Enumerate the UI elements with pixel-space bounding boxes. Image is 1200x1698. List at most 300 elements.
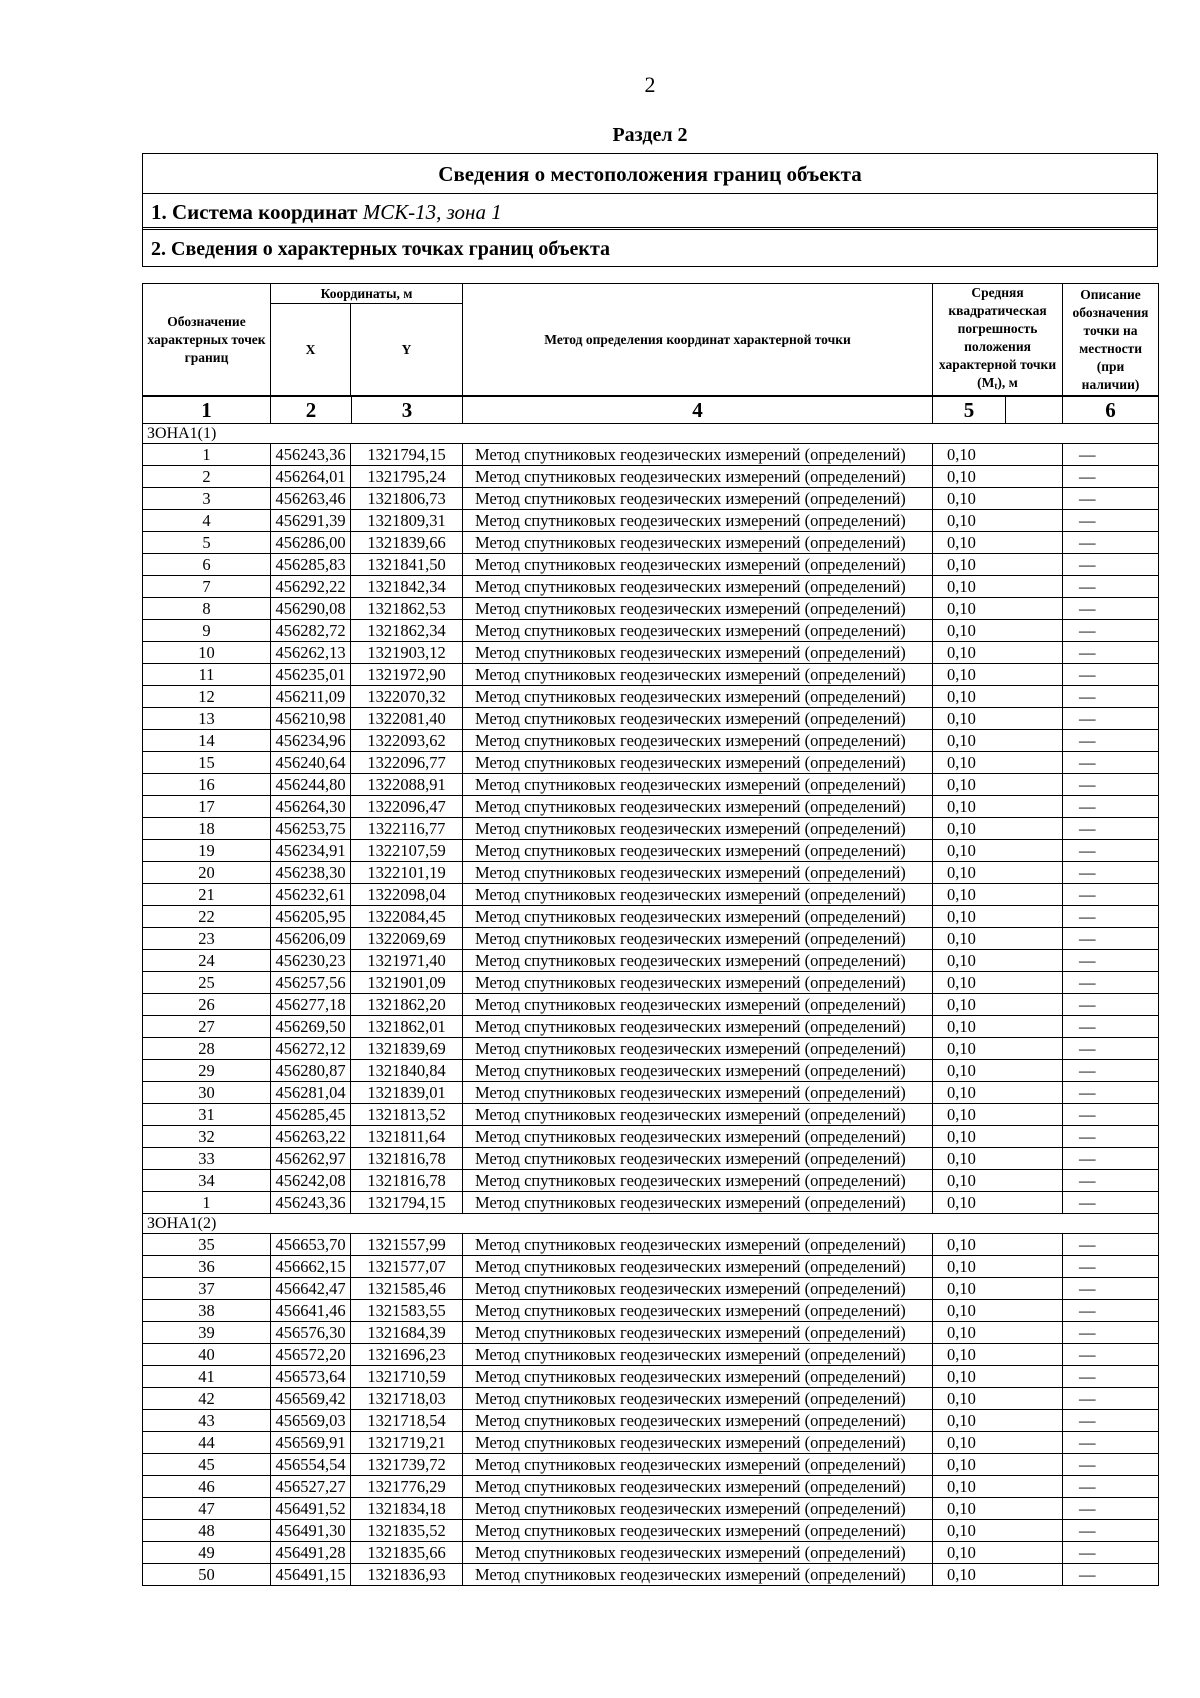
table-row <box>143 466 1159 488</box>
point-id: 42 <box>143 1388 271 1410</box>
accuracy-cell: 0,10 <box>933 1082 1063 1104</box>
method-cell: Метод спутниковых геодезических измерений (определений) <box>463 1192 933 1214</box>
accuracy-cell: 0,10 <box>933 1520 1063 1542</box>
x-coordinate: 456554,54 <box>271 1454 351 1476</box>
y-coordinate: 1321839,69 <box>351 1038 463 1060</box>
description-cell: — <box>1063 1038 1159 1060</box>
method-cell: Метод спутниковых геодезических измерений (определений) <box>463 994 933 1016</box>
table-row <box>143 686 1159 708</box>
point-id: 47 <box>143 1498 271 1520</box>
table-row <box>143 1278 1159 1300</box>
method-cell: Метод спутниковых геодезических измерений (определений) <box>463 1126 933 1148</box>
method-cell: Метод спутниковых геодезических измерений (определений) <box>463 532 933 554</box>
description-cell: — <box>1063 510 1159 532</box>
point-id: 38 <box>143 1300 271 1322</box>
table-row <box>143 1388 1159 1410</box>
boundary-points-title: 2. Сведения о характерных точках границ объекта <box>151 238 611 260</box>
x-coordinate: 456234,91 <box>271 840 351 862</box>
table-row <box>143 1256 1159 1278</box>
column-number: 1 <box>143 396 271 424</box>
x-coordinate: 456269,50 <box>271 1016 351 1038</box>
x-coordinate: 456572,20 <box>271 1344 351 1366</box>
x-column-header: X <box>271 304 351 396</box>
method-cell: Метод спутниковых геодезических измерений (определений) <box>463 1542 933 1564</box>
method-cell: Метод спутниковых геодезических измерений (определений) <box>463 1410 933 1432</box>
table-row <box>143 598 1159 620</box>
method-cell: Метод спутниковых геодезических измерений (определений) <box>463 598 933 620</box>
x-coordinate: 456262,97 <box>271 1148 351 1170</box>
zone-header-row <box>143 1214 1159 1234</box>
table-row <box>143 1192 1159 1214</box>
y-coordinate: 1321862,53 <box>351 598 463 620</box>
table-row <box>143 796 1159 818</box>
x-coordinate: 456234,96 <box>271 730 351 752</box>
point-id: 36 <box>143 1256 271 1278</box>
method-cell: Метод спутниковых геодезических измерений (определений) <box>463 1366 933 1388</box>
method-cell: Метод спутниковых геодезических измерений (определений) <box>463 620 933 642</box>
x-coordinate: 456264,01 <box>271 466 351 488</box>
y-coordinate: 1321719,21 <box>351 1432 463 1454</box>
accuracy-cell: 0,10 <box>933 1476 1063 1498</box>
description-cell: — <box>1063 752 1159 774</box>
x-coordinate: 456257,56 <box>271 972 351 994</box>
accuracy-cell: 0,10 <box>933 928 1063 950</box>
table-row <box>143 1016 1159 1038</box>
accuracy-cell: 0,10 <box>933 510 1063 532</box>
column-number-pair <box>271 396 463 424</box>
accuracy-cell: 0,10 <box>933 1388 1063 1410</box>
accuracy-cell: 0,10 <box>933 576 1063 598</box>
point-id: 27 <box>143 1016 271 1038</box>
method-cell: Метод спутниковых геодезических измерений (определений) <box>463 664 933 686</box>
description-cell: — <box>1063 774 1159 796</box>
method-cell: Метод спутниковых геодезических измерений (определений) <box>463 1344 933 1366</box>
point-id: 40 <box>143 1344 271 1366</box>
x-coordinate: 456242,08 <box>271 1170 351 1192</box>
table-row <box>143 1170 1159 1192</box>
x-coordinate: 456262,13 <box>271 642 351 664</box>
y-coordinate: 1321841,50 <box>351 554 463 576</box>
method-cell: Метод спутниковых геодезических измерений (определений) <box>463 730 933 752</box>
table-row <box>143 708 1159 730</box>
description-cell: — <box>1063 1564 1159 1586</box>
y-coordinate: 1321696,23 <box>351 1344 463 1366</box>
table-row <box>143 642 1159 664</box>
x-coordinate: 456280,87 <box>271 1060 351 1082</box>
point-id: 33 <box>143 1148 271 1170</box>
method-cell: Метод спутниковых геодезических измерений (определений) <box>463 796 933 818</box>
accuracy-cell: 0,10 <box>933 444 1063 466</box>
point-id: 44 <box>143 1432 271 1454</box>
x-coordinate: 456491,30 <box>271 1520 351 1542</box>
x-coordinate: 456243,36 <box>271 444 351 466</box>
description-cell: — <box>1063 554 1159 576</box>
method-cell: Метод спутниковых геодезических измерений (определений) <box>463 510 933 532</box>
description-cell: — <box>1063 664 1159 686</box>
point-id: 14 <box>143 730 271 752</box>
point-id: 3 <box>143 488 271 510</box>
y-coordinate: 1321718,54 <box>351 1410 463 1432</box>
method-cell: Метод спутниковых геодезических измерений (определений) <box>463 774 933 796</box>
description-cell: — <box>1063 1542 1159 1564</box>
method-cell: Метод спутниковых геодезических измерений (определений) <box>463 1082 933 1104</box>
y-coordinate: 1321776,29 <box>351 1476 463 1498</box>
x-coordinate: 456491,15 <box>271 1564 351 1586</box>
table-row <box>143 1542 1159 1564</box>
point-id: 34 <box>143 1170 271 1192</box>
description-cell: — <box>1063 1498 1159 1520</box>
table-row <box>143 994 1159 1016</box>
page-number: 2 <box>644 72 656 97</box>
description-cell: — <box>1063 532 1159 554</box>
description-cell: — <box>1063 1476 1159 1498</box>
method-cell: Метод спутниковых геодезических измерений (определений) <box>463 1278 933 1300</box>
x-coordinate: 456290,08 <box>271 598 351 620</box>
x-coordinate: 456642,47 <box>271 1278 351 1300</box>
point-id: 35 <box>143 1234 271 1256</box>
method-cell: Метод спутниковых геодезических измерений (определений) <box>463 1476 933 1498</box>
point-id: 1 <box>143 444 271 466</box>
description-cell: — <box>1063 906 1159 928</box>
accuracy-cell: 0,10 <box>933 1104 1063 1126</box>
accuracy-column-header <box>933 284 1063 397</box>
description-cell: — <box>1063 1388 1159 1410</box>
description-cell: — <box>1063 1234 1159 1256</box>
table-row <box>143 1148 1159 1170</box>
point-id: 11 <box>143 664 271 686</box>
y-coordinate: 1321842,34 <box>351 576 463 598</box>
y-coordinate: 1321585,46 <box>351 1278 463 1300</box>
description-column-header: Описание обозначения точки на местности (при наличии) <box>1063 284 1159 397</box>
x-coordinate: 456240,64 <box>271 752 351 774</box>
accuracy-cell: 0,10 <box>933 730 1063 752</box>
method-cell: Метод спутниковых геодезических измерений (определений) <box>463 1038 933 1060</box>
point-id: 26 <box>143 994 271 1016</box>
method-cell: Метод спутниковых геодезических измерений (определений) <box>463 752 933 774</box>
x-coordinate: 456573,64 <box>271 1366 351 1388</box>
x-coordinate: 456230,23 <box>271 950 351 972</box>
description-cell: — <box>1063 642 1159 664</box>
method-cell: Метод спутниковых геодезических измерений (определений) <box>463 1256 933 1278</box>
y-coordinate: 1321577,07 <box>351 1256 463 1278</box>
y-coordinate: 1321809,31 <box>351 510 463 532</box>
point-id: 28 <box>143 1038 271 1060</box>
y-coordinate: 1321739,72 <box>351 1454 463 1476</box>
point-id: 19 <box>143 840 271 862</box>
accuracy-cell: 0,10 <box>933 796 1063 818</box>
accuracy-cell: 0,10 <box>933 1060 1063 1082</box>
column-number: 4 <box>463 396 933 424</box>
y-coordinate: 1321718,03 <box>351 1388 463 1410</box>
column-numbers-row <box>143 396 1159 424</box>
y-coordinate: 1321862,01 <box>351 1016 463 1038</box>
y-coordinate: 1321816,78 <box>351 1148 463 1170</box>
point-id: 22 <box>143 906 271 928</box>
x-coordinate: 456491,28 <box>271 1542 351 1564</box>
point-id: 39 <box>143 1322 271 1344</box>
point-id: 21 <box>143 884 271 906</box>
point-id: 49 <box>143 1542 271 1564</box>
description-cell: — <box>1063 1016 1159 1038</box>
method-cell: Метод спутниковых геодезических измерений (определений) <box>463 1148 933 1170</box>
object-boundaries-heading: Сведения о местоположения границ объекта <box>143 154 1157 194</box>
x-coordinate: 456238,30 <box>271 862 351 884</box>
table-row <box>143 950 1159 972</box>
table-row <box>143 488 1159 510</box>
point-id: 15 <box>143 752 271 774</box>
coordinate-system-value: МСК-13, зона 1 <box>362 200 502 224</box>
description-cell: — <box>1063 1366 1159 1388</box>
table-row <box>143 840 1159 862</box>
y-coordinate: 1322096,47 <box>351 796 463 818</box>
accuracy-cell: 0,10 <box>933 1126 1063 1148</box>
table-row <box>143 972 1159 994</box>
description-cell: — <box>1063 730 1159 752</box>
y-coordinate: 1322098,04 <box>351 884 463 906</box>
table-row <box>143 532 1159 554</box>
y-coordinate: 1321684,39 <box>351 1322 463 1344</box>
table-row <box>143 906 1159 928</box>
method-cell: Метод спутниковых геодезических измерений (определений) <box>463 1498 933 1520</box>
y-coordinate: 1321795,24 <box>351 466 463 488</box>
x-coordinate: 456281,04 <box>271 1082 351 1104</box>
x-coordinate: 456235,01 <box>271 664 351 686</box>
point-id: 43 <box>143 1410 271 1432</box>
table-row <box>143 1366 1159 1388</box>
zone-name: ЗОНА1(2) <box>143 1214 1159 1234</box>
description-cell: — <box>1063 796 1159 818</box>
table-row <box>143 862 1159 884</box>
accuracy-cell: 0,10 <box>933 1366 1063 1388</box>
x-coordinate: 456569,03 <box>271 1410 351 1432</box>
method-cell: Метод спутниковых геодезических измерений (определений) <box>463 554 933 576</box>
y-coordinate: 1322116,77 <box>351 818 463 840</box>
accuracy-cell: 0,10 <box>933 1016 1063 1038</box>
y-coordinate: 1321806,73 <box>351 488 463 510</box>
accuracy-cell: 0,10 <box>933 994 1063 1016</box>
y-coordinate: 1321972,90 <box>351 664 463 686</box>
table-row <box>143 1476 1159 1498</box>
y-coordinate: 1322081,40 <box>351 708 463 730</box>
accuracy-cell: 0,10 <box>933 1038 1063 1060</box>
description-cell: — <box>1063 1432 1159 1454</box>
table-row <box>143 620 1159 642</box>
coordinates-column-header: Координаты, м <box>271 284 463 304</box>
point-id: 5 <box>143 532 271 554</box>
x-coordinate: 456291,39 <box>271 510 351 532</box>
description-cell: — <box>1063 950 1159 972</box>
table-row <box>143 444 1159 466</box>
y-coordinate: 1321971,40 <box>351 950 463 972</box>
method-cell: Метод спутниковых геодезических измерений (определений) <box>463 576 933 598</box>
x-coordinate: 456263,46 <box>271 488 351 510</box>
accuracy-cell: 0,10 <box>933 642 1063 664</box>
table-row <box>143 1410 1159 1432</box>
method-cell: Метод спутниковых геодезических измерений (определений) <box>463 1016 933 1038</box>
accuracy-cell: 0,10 <box>933 708 1063 730</box>
x-coordinate: 456232,61 <box>271 884 351 906</box>
y-coordinate: 1321794,15 <box>351 444 463 466</box>
accuracy-cell: 0,10 <box>933 752 1063 774</box>
x-coordinate: 456285,45 <box>271 1104 351 1126</box>
point-id: 13 <box>143 708 271 730</box>
description-cell: — <box>1063 576 1159 598</box>
accuracy-cell: 0,10 <box>933 1148 1063 1170</box>
description-cell: — <box>1063 1278 1159 1300</box>
zone-header-row <box>143 424 1159 444</box>
accuracy-cell: 0,10 <box>933 1410 1063 1432</box>
method-cell: Метод спутниковых геодезических измерений (определений) <box>463 1388 933 1410</box>
point-id: 18 <box>143 818 271 840</box>
description-cell: — <box>1063 1104 1159 1126</box>
point-id: 16 <box>143 774 271 796</box>
y-coordinate: 1322069,69 <box>351 928 463 950</box>
point-id: 29 <box>143 1060 271 1082</box>
point-id: 17 <box>143 796 271 818</box>
zone-name: ЗОНА1(1) <box>143 424 1159 444</box>
point-id: 50 <box>143 1564 271 1586</box>
x-coordinate: 456662,15 <box>271 1256 351 1278</box>
table-row <box>143 752 1159 774</box>
method-cell: Метод спутниковых геодезических измерений (определений) <box>463 1300 933 1322</box>
x-coordinate: 456576,30 <box>271 1322 351 1344</box>
method-cell: Метод спутниковых геодезических измерений (определений) <box>463 928 933 950</box>
y-coordinate: 1321835,66 <box>351 1542 463 1564</box>
accuracy-cell: 0,10 <box>933 1278 1063 1300</box>
method-cell: Метод спутниковых геодезических измерений (определений) <box>463 686 933 708</box>
description-cell: — <box>1063 466 1159 488</box>
x-coordinate: 456206,09 <box>271 928 351 950</box>
point-id: 30 <box>143 1082 271 1104</box>
method-cell: Метод спутниковых геодезических измерений (определений) <box>463 1234 933 1256</box>
description-cell: — <box>1063 488 1159 510</box>
table-row <box>143 774 1159 796</box>
point-id: 24 <box>143 950 271 972</box>
description-cell: — <box>1063 972 1159 994</box>
description-cell: — <box>1063 840 1159 862</box>
x-coordinate: 456491,52 <box>271 1498 351 1520</box>
point-id: 10 <box>143 642 271 664</box>
x-coordinate: 456243,36 <box>271 1192 351 1214</box>
point-id: 32 <box>143 1126 271 1148</box>
description-cell: — <box>1063 1300 1159 1322</box>
table-row <box>143 1344 1159 1366</box>
accuracy-header-sub: t <box>994 381 998 391</box>
table-row <box>143 928 1159 950</box>
table-row <box>143 1234 1159 1256</box>
description-cell: — <box>1063 686 1159 708</box>
accuracy-cell: 0,10 <box>933 1234 1063 1256</box>
x-coordinate: 456264,30 <box>271 796 351 818</box>
y-coordinate: 1321862,34 <box>351 620 463 642</box>
point-id: 23 <box>143 928 271 950</box>
accuracy-cell: 0,10 <box>933 466 1063 488</box>
description-cell: — <box>1063 1060 1159 1082</box>
method-cell: Метод спутниковых геодезических измерений (определений) <box>463 906 933 928</box>
point-id: 6 <box>143 554 271 576</box>
accuracy-cell: 0,10 <box>933 1170 1063 1192</box>
description-cell: — <box>1063 444 1159 466</box>
table-row <box>143 1520 1159 1542</box>
table-row <box>143 884 1159 906</box>
accuracy-cell: 0,10 <box>933 488 1063 510</box>
method-cell: Метод спутниковых геодезических измерений (определений) <box>463 1564 933 1586</box>
x-coordinate: 456285,83 <box>271 554 351 576</box>
column-number: 5 <box>933 397 1006 423</box>
x-coordinate: 456527,27 <box>271 1476 351 1498</box>
y-coordinate: 1321813,52 <box>351 1104 463 1126</box>
y-coordinate: 1321835,52 <box>351 1520 463 1542</box>
description-cell: — <box>1063 1126 1159 1148</box>
point-id: 48 <box>143 1520 271 1542</box>
section-title: Раздел 2 <box>612 124 688 146</box>
y-coordinate: 1321710,59 <box>351 1366 463 1388</box>
y-coordinate: 1322107,59 <box>351 840 463 862</box>
y-coordinate: 1322084,45 <box>351 906 463 928</box>
accuracy-cell: 0,10 <box>933 906 1063 928</box>
point-id: 4 <box>143 510 271 532</box>
coordinate-system-label: 1. Система координат <box>151 200 358 224</box>
method-cell: Метод спутниковых геодезических измерений (определений) <box>463 862 933 884</box>
description-cell: — <box>1063 1322 1159 1344</box>
description-cell: — <box>1063 1192 1159 1214</box>
x-coordinate: 456282,72 <box>271 620 351 642</box>
x-coordinate: 456569,91 <box>271 1432 351 1454</box>
method-cell: Метод спутниковых геодезических измерений (определений) <box>463 1060 933 1082</box>
table-row <box>143 1432 1159 1454</box>
y-coordinate: 1321862,20 <box>351 994 463 1016</box>
method-cell: Метод спутниковых геодезических измерений (определений) <box>463 642 933 664</box>
column-number: 3 <box>401 398 413 422</box>
accuracy-cell: 0,10 <box>933 664 1063 686</box>
x-coordinate: 456205,95 <box>271 906 351 928</box>
point-id: 41 <box>143 1366 271 1388</box>
column-number-spacer <box>1006 397 1062 423</box>
x-coordinate: 456210,98 <box>271 708 351 730</box>
description-cell: — <box>1063 928 1159 950</box>
method-cell: Метод спутниковых геодезических измерений (определений) <box>463 488 933 510</box>
y-coordinate: 1321840,84 <box>351 1060 463 1082</box>
column-number-accuracy-cell <box>933 396 1063 424</box>
method-cell: Метод спутниковых геодезических измерений (определений) <box>463 1322 933 1344</box>
accuracy-cell: 0,10 <box>933 1432 1063 1454</box>
y-coordinate: 1321903,12 <box>351 642 463 664</box>
table-row <box>143 1082 1159 1104</box>
description-cell: — <box>1063 1454 1159 1476</box>
method-cell: Метод спутниковых геодезических измерений (определений) <box>463 444 933 466</box>
table-row <box>143 1564 1159 1586</box>
y-coordinate: 1322101,19 <box>351 862 463 884</box>
description-cell: — <box>1063 818 1159 840</box>
table-row <box>143 730 1159 752</box>
accuracy-header-text: Средняя квадратическая погрешность положения характерной точки (M <box>938 285 1057 390</box>
method-cell: Метод спутниковых геодезических измерений (определений) <box>463 840 933 862</box>
accuracy-cell: 0,10 <box>933 598 1063 620</box>
y-coordinate: 1322093,62 <box>351 730 463 752</box>
accuracy-cell: 0,10 <box>933 1454 1063 1476</box>
point-id: 37 <box>143 1278 271 1300</box>
description-cell: — <box>1063 994 1159 1016</box>
accuracy-cell: 0,10 <box>933 686 1063 708</box>
method-cell: Метод спутниковых геодезических измерений (определений) <box>463 1104 933 1126</box>
method-cell: Метод спутниковых геодезических измерений (определений) <box>463 818 933 840</box>
accuracy-cell: 0,10 <box>933 862 1063 884</box>
accuracy-cell: 0,10 <box>933 1256 1063 1278</box>
point-id: 1 <box>143 1192 271 1214</box>
method-cell: Метод спутниковых геодезических измерений (определений) <box>463 708 933 730</box>
table-row <box>143 1038 1159 1060</box>
column-number: 6 <box>1063 396 1159 424</box>
